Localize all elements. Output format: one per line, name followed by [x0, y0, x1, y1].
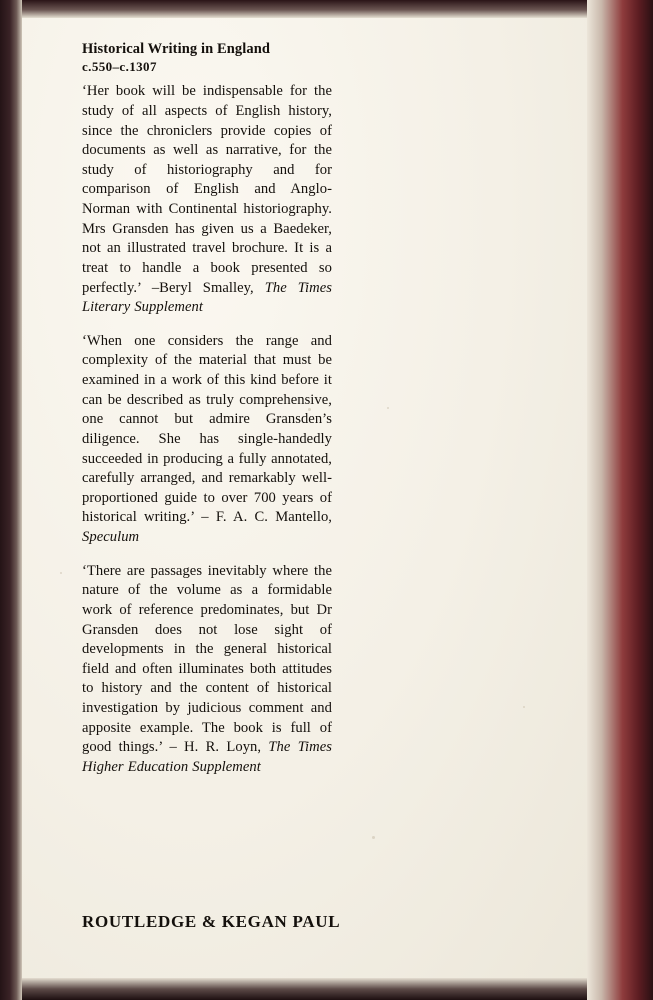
cover-edge-left — [0, 0, 22, 1000]
review-quote — [82, 332, 332, 548]
review-quote-text: ‘There are passages inevitably where the nature of the volume as a formidable work of reference predominates, but Dr Gransden does not lose sight of developments in the general historical field and often illuminates both attitudes to history and the content of historical investigation by judicious comment and apposite example. The book is full of good things.’ – H. R. Loyn, — [82, 562, 332, 756]
review-source: Speculum — [82, 529, 140, 546]
review-quote-text: ‘Her book will be indispensable for the study of all aspects of English history, since the chroniclers provide copies of documents as well as narrative, for the study of historiography and for comparison of English and Anglo-Norman with Continental historiography. Mrs Gransden has given us a Baedeker, not an illustrated travel brochure. It is a treat to handle a book presented so perfectly.’ –Beryl Smalley, — [82, 83, 332, 296]
review-quote-text: ‘When one considers the range and complexity of the material that must be examined in a work of this kind before it can be described as truly comprehensive, one cannot but admire Gransden’s diligence. She has single-handedly succeeded in producing a fully annotated, carefully arranged, and remarkably well-proportioned guide to over 700 years of historical writing.’ – F. A. C. Mantello, — [82, 332, 332, 526]
review-source: The Times Literary Supplement — [82, 279, 333, 316]
review-source: The Times Higher Education Supplement — [82, 739, 333, 775]
paper-speck — [523, 706, 525, 708]
cover-edge-bottom — [0, 978, 653, 1000]
paper-speck — [372, 836, 375, 839]
back-cover-text-block — [82, 40, 332, 778]
review-quote — [82, 562, 332, 778]
paper-speck — [60, 572, 62, 574]
book-subtitle: c.550–c.1307 — [82, 59, 157, 75]
publisher-name: ROUTLEDGE & KEGAN PAUL — [82, 912, 341, 931]
book-title: Historical Writing in England — [82, 41, 271, 57]
paper-speck — [387, 407, 389, 409]
cover-edge-top — [0, 0, 653, 18]
cover-spine-edge-right — [587, 0, 653, 1000]
review-quote — [82, 82, 332, 318]
